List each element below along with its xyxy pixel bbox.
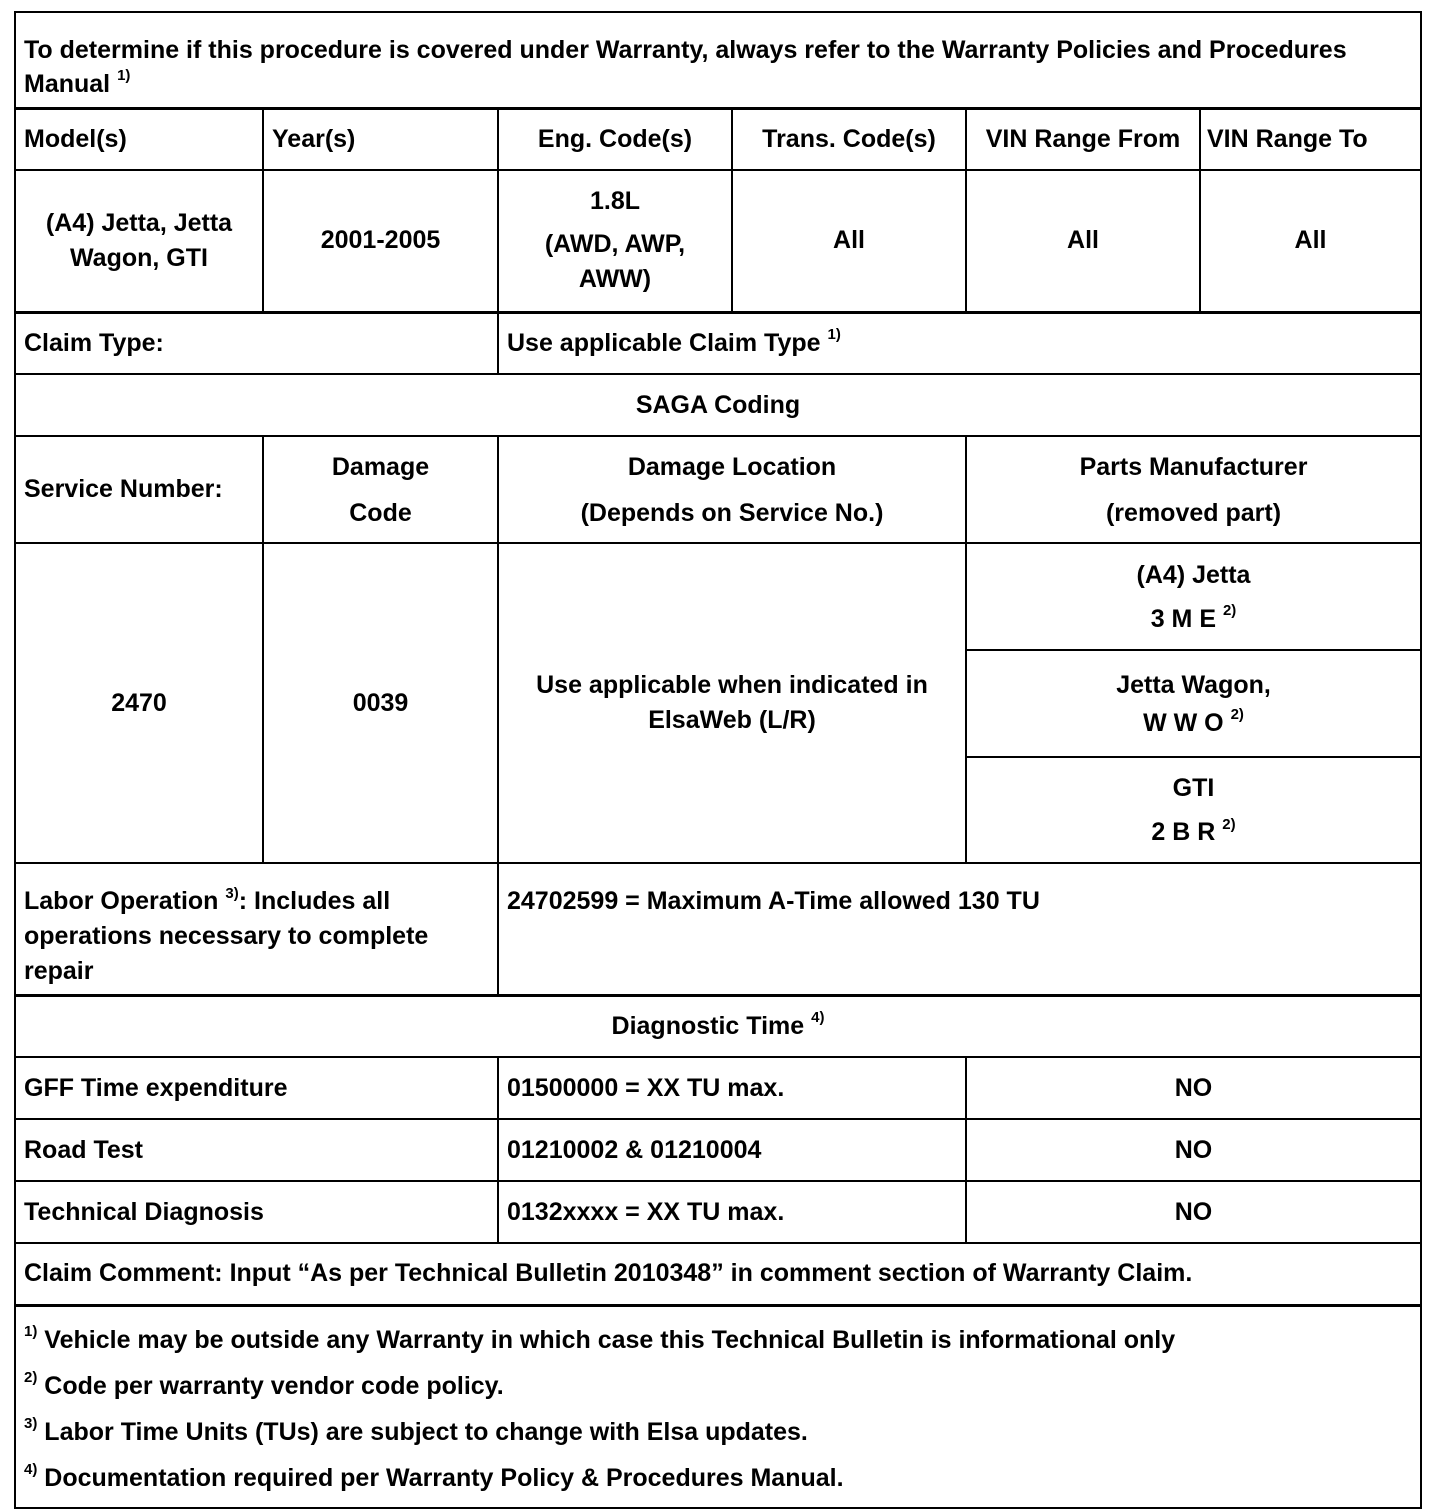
claim-comment: Claim Comment: Input “As per Technical Bulletin 2010348” in comment section of Warranty Claim. [15, 1243, 1421, 1305]
labor-label-text: Labor Operation [24, 887, 219, 915]
eng-line-2: (AWD, AWP, [544, 230, 686, 259]
diagnostic-title: Diagnostic Time [611, 1011, 805, 1040]
saga-header-row [15, 436, 1421, 543]
header-years: Year(s) [263, 108, 498, 170]
diagnostic-status: NO [966, 1181, 1421, 1243]
footnote-ref-4: 4) [811, 1009, 825, 1027]
saga-title-row [15, 374, 1421, 436]
header-damage-code [263, 436, 498, 543]
cell-trans-codes: All [732, 170, 966, 312]
intro-row [15, 12, 1421, 108]
cell-vin-from: All [966, 170, 1200, 312]
cell-years: 2001-2005 [263, 170, 498, 312]
header-vin-from: VIN Range From [966, 108, 1200, 170]
diagnostic-code: 01210002 & 01210004 [498, 1119, 966, 1181]
footnote-2 [24, 1369, 1412, 1404]
damage-location-value-line-2: ElsaWeb (L/R) [648, 706, 816, 734]
footnote-mark: 1) [24, 1323, 38, 1341]
footnote-1 [24, 1323, 1412, 1358]
parts-mfr-line-2: (removed part) [1105, 498, 1282, 527]
diagnostic-row [15, 1119, 1421, 1181]
damage-code-line-2: Code [349, 498, 412, 527]
warranty-table [14, 11, 1422, 1509]
manufacturer-code: 2 B R [1151, 818, 1216, 846]
footnote-mark: 4) [24, 1461, 38, 1479]
saga-data-row [15, 543, 1421, 650]
damage-location-value-line-1: Use applicable when indicated in [536, 671, 928, 699]
footnote-text: Labor Time Units (TUs) are subject to change with Elsa updates. [44, 1417, 808, 1446]
parts-mfr-line-1: Parts Manufacturer [1079, 452, 1308, 481]
header-vin-to: VIN Range To [1200, 108, 1421, 170]
footnote-4 [24, 1461, 1412, 1496]
footnote-text: Vehicle may be outside any Warranty in which case this Technical Bulletin is informational only [44, 1325, 1176, 1354]
labor-operation-row [15, 863, 1421, 995]
models-line-2: Wagon, GTI [70, 243, 208, 272]
eng-line-3: AWW) [578, 265, 652, 294]
claim-type-label: Claim Type: [15, 312, 498, 374]
manufacturer-code: W W O [1143, 708, 1224, 737]
diagnostic-title-cell [15, 995, 1421, 1057]
cell-damage-code: 0039 [263, 543, 498, 863]
claim-type-value-cell [498, 312, 1421, 374]
manufacturer-code: 3 M E [1150, 604, 1216, 633]
manufacturer-gti [966, 757, 1421, 863]
diagnostic-status: NO [966, 1057, 1421, 1119]
damage-location-line-2: (Depends on Service No.) [580, 498, 884, 527]
claim-type-row [15, 312, 1421, 374]
footnote-3 [24, 1415, 1412, 1450]
models-line-1: (A4) Jetta, Jetta [45, 208, 233, 237]
manufacturer-model: Jetta Wagon, [1116, 670, 1271, 699]
cell-damage-location [498, 543, 966, 863]
vehicle-data-row [15, 170, 1421, 312]
manufacturer-model: (A4) Jetta [1136, 560, 1251, 589]
labor-operation-value: 24702599 = Maximum A-Time allowed 130 TU [498, 863, 1421, 995]
diagnostic-label: Road Test [15, 1119, 498, 1181]
manufacturer-jetta [966, 543, 1421, 650]
saga-title: SAGA Coding [15, 374, 1421, 436]
cell-vin-to: All [1200, 170, 1421, 312]
diagnostic-status: NO [966, 1119, 1421, 1181]
header-service-number: Service Number: [15, 436, 263, 543]
labor-label-description: : Includes all operations necessary to complete repair [24, 887, 429, 985]
intro-text: To determine if this procedure is covered under Warranty, always refer to the Warranty Policies and Procedures Manual [24, 35, 1347, 98]
footnote-mark: 3) [24, 1415, 38, 1433]
diagnostic-label: Technical Diagnosis [15, 1181, 498, 1243]
footnote-ref-1: 1) [117, 67, 131, 85]
labor-operation-label [15, 863, 498, 995]
diagnostic-label: GFF Time expenditure [15, 1057, 498, 1119]
footnote-mark: 2) [24, 1369, 38, 1387]
warranty-coding-document [14, 11, 1420, 1509]
damage-code-line-1: Damage [331, 452, 430, 481]
eng-line-1: 1.8L [589, 187, 641, 216]
footnote-ref-3: 3) [225, 884, 239, 902]
header-eng-codes: Eng. Code(s) [498, 108, 732, 170]
diagnostic-row [15, 1181, 1421, 1243]
manufacturer-jetta-wagon [966, 650, 1421, 757]
cell-eng-codes [498, 170, 732, 312]
header-models: Model(s) [15, 108, 263, 170]
manufacturer-code-line [975, 704, 1412, 742]
vehicle-header-row [15, 108, 1421, 170]
claim-type-value: Use applicable Claim Type [507, 328, 821, 357]
damage-location-line-1: Damage Location [627, 452, 837, 481]
cell-service-number: 2470 [15, 543, 263, 863]
footnote-ref-2: 2) [1230, 706, 1244, 724]
footnote-ref-2: 2) [1222, 602, 1237, 620]
footnotes-row [15, 1305, 1421, 1508]
manufacturer-code-line [975, 597, 1412, 641]
footnote-text: Code per warranty vendor code policy. [44, 1371, 504, 1400]
header-damage-location [498, 436, 966, 543]
footnotes-cell [15, 1305, 1421, 1508]
manufacturer-code-line [975, 810, 1412, 854]
cell-models [15, 170, 263, 312]
footnote-text: Documentation required per Warranty Policy & Procedures Manual. [44, 1463, 844, 1492]
diagnostic-row [15, 1057, 1421, 1119]
manufacturer-model: GTI [1172, 774, 1215, 802]
claim-comment-row [15, 1243, 1421, 1305]
header-trans-codes: Trans. Code(s) [732, 108, 966, 170]
diagnostic-code: 01500000 = XX TU max. [498, 1057, 966, 1119]
footnote-ref-2: 2) [1222, 815, 1236, 833]
diagnostic-code: 0132xxxx = XX TU max. [498, 1181, 966, 1243]
header-parts-manufacturer [966, 436, 1421, 543]
footnote-ref-1: 1) [827, 326, 841, 344]
intro-cell [15, 12, 1421, 108]
diagnostic-title-row [15, 995, 1421, 1057]
